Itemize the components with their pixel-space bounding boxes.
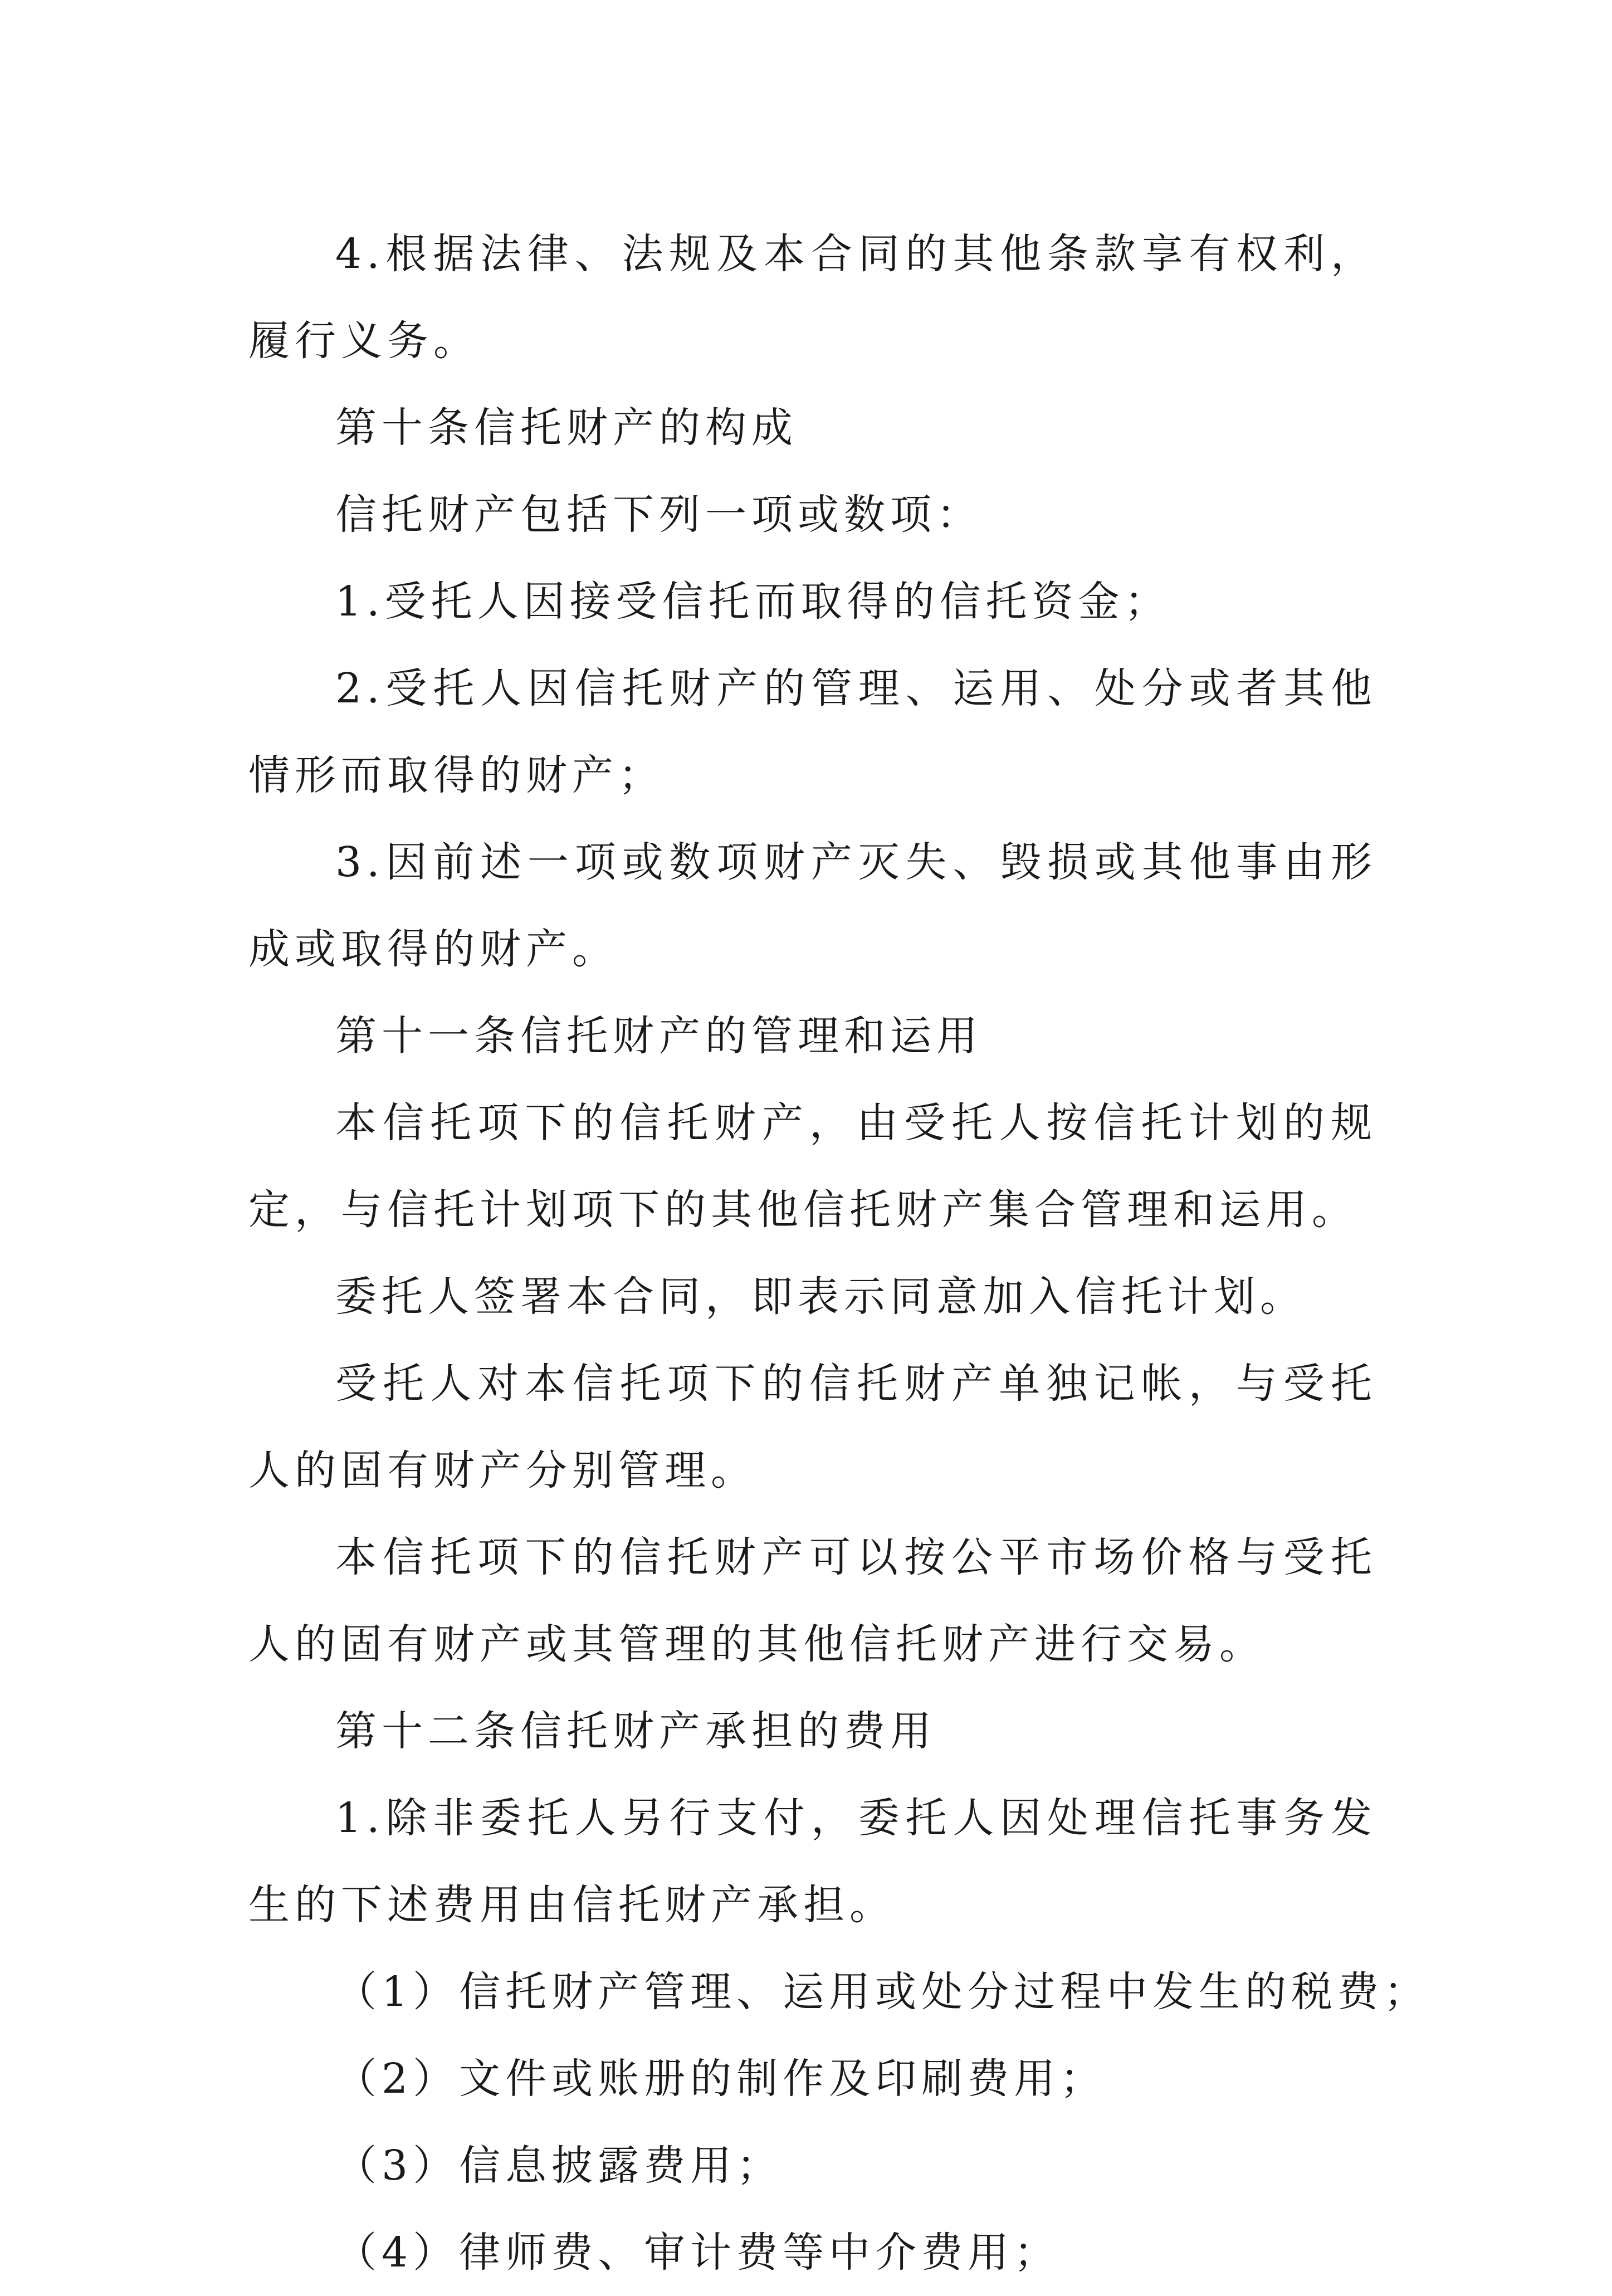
clause-paragraph: 1.受托人因接受信托而取得的信托资金； (335, 578, 1171, 626)
clause-paragraph: 受托人对本信托项下的信托财产单独记帐，与受托人的固有财产分别管理。 (248, 1360, 1377, 1494)
list-item: （1）信托财产管理、运用或处分过程中发生的税费； (335, 1968, 1430, 2016)
document-body (248, 211, 1430, 2296)
clause-paragraph: 3.因前述一项或数项财产灭失、毁损或其他事由形成或取得的财产。 (248, 838, 1377, 973)
clause-paragraph: 4.根据法律、法规及本合同的其他条款享有权利，履行义务。 (248, 230, 1377, 365)
section-heading: 第十一条信托财产的管理和运用 (335, 1012, 983, 1060)
clause-paragraph: 委托人签署本合同，即表示同意加入信托计划。 (335, 1273, 1306, 1321)
list-item: （3）信息披露费用； (335, 2142, 783, 2190)
clause-paragraph: 1.除非委托人另行支付，委托人因处理信托事务发生的下述费用由信托财产承担。 (248, 1794, 1377, 1929)
section-heading: 第十二条信托财产承担的费用 (335, 1707, 936, 1755)
section-heading: 第十条信托财产的构成 (335, 404, 798, 452)
clause-paragraph: 信托财产包括下列一项或数项： (335, 491, 983, 539)
list-item: （4）律师费、审计费等中介费用； (335, 2229, 1061, 2277)
clause-paragraph: 本信托项下的信托财产，由受托人按信托计划的规定，与信托计划项下的其他信托财产集合管理和运用。 (248, 1099, 1377, 1234)
clause-paragraph: 本信托项下的信托财产可以按公平市场价格与受托人的固有财产或其管理的其他信托财产进行交易。 (248, 1533, 1377, 1668)
list-item: （2）文件或账册的制作及印刷费用； (335, 2055, 1107, 2103)
clause-paragraph: 2.受托人因信托财产的管理、运用、处分或者其他情形而取得的财产； (248, 665, 1377, 799)
